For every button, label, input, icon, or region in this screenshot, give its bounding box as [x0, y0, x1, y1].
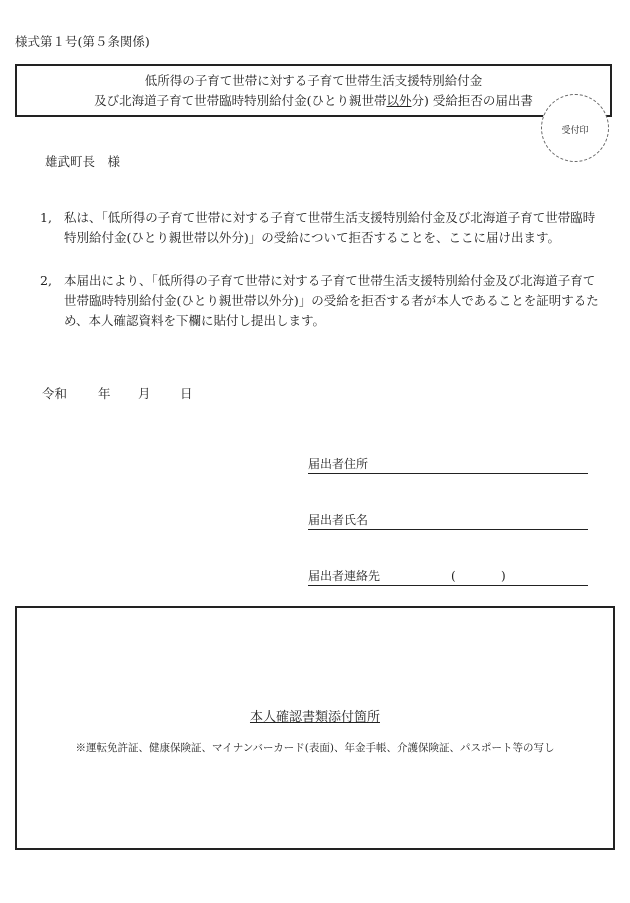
title-line-2-start: 及び北海道子育て世帯臨時特別給付金(ひとり親世帯 — [94, 93, 387, 108]
paragraph-2-number: 2, — [40, 273, 52, 288]
address-label: 届出者住所 — [308, 457, 369, 471]
date-day: 日 — [180, 386, 193, 401]
address-field[interactable] — [308, 458, 588, 474]
date-year: 年 — [98, 386, 111, 401]
title-line-1: 低所得の子育て世帯に対する子育て世帯生活支援特別給付金 — [144, 73, 483, 88]
date-line — [42, 384, 193, 402]
name-label: 届出者氏名 — [308, 513, 369, 527]
contact-field[interactable] — [308, 570, 588, 586]
document-title-box — [15, 64, 612, 117]
id-section-note: ※運転免許証、健康保険証、マイナンバーカード(表面)、年金手帳、介護保険証、パスポート等の写し — [75, 742, 555, 754]
stamp-label: 受付印 — [561, 126, 589, 136]
date-era: 令和 — [42, 386, 68, 401]
form-number: 様式第１号(第５条関係) — [15, 34, 150, 49]
id-document-attachment-box — [15, 606, 615, 850]
addressee: 雄武町長 様 — [45, 154, 121, 169]
reception-stamp-circle — [541, 94, 609, 162]
date-month: 月 — [138, 386, 151, 401]
name-field[interactable] — [308, 514, 588, 530]
paragraph-2-text: 本届出により、「低所得の子育て世帯に対する子育て世帯生活支援特別給付金及び北海道子育て世帯臨時特別給付金(ひとり親世帯以外分)」の受給を拒否する者が本人であることを証明するため、本人確認資料を下欄に貼付し提出します。 — [64, 273, 599, 328]
paragraph-2 — [40, 271, 600, 331]
contact-paren-close: ) — [501, 569, 506, 583]
title-line-2-end: 分) 受給拒否の届出書 — [411, 93, 533, 108]
title-underlined-text: 以外 — [386, 93, 412, 108]
paragraph-1-text: 私は、「低所得の子育て世帯に対する子育て世帯生活支援特別給付金及び北海道子育て世帯臨時特別給付金(ひとり親世帯以外分)」の受給について拒否することを、ここに届け出ます。 — [64, 210, 596, 245]
contact-label: 届出者連絡先 — [308, 569, 381, 583]
title-line-2 — [17, 91, 610, 111]
paragraph-1-number: 1, — [40, 210, 52, 225]
contact-paren-open: ( — [451, 569, 456, 583]
paragraph-1 — [40, 208, 600, 248]
id-section-title: 本人確認書類添付箇所 — [249, 710, 380, 725]
